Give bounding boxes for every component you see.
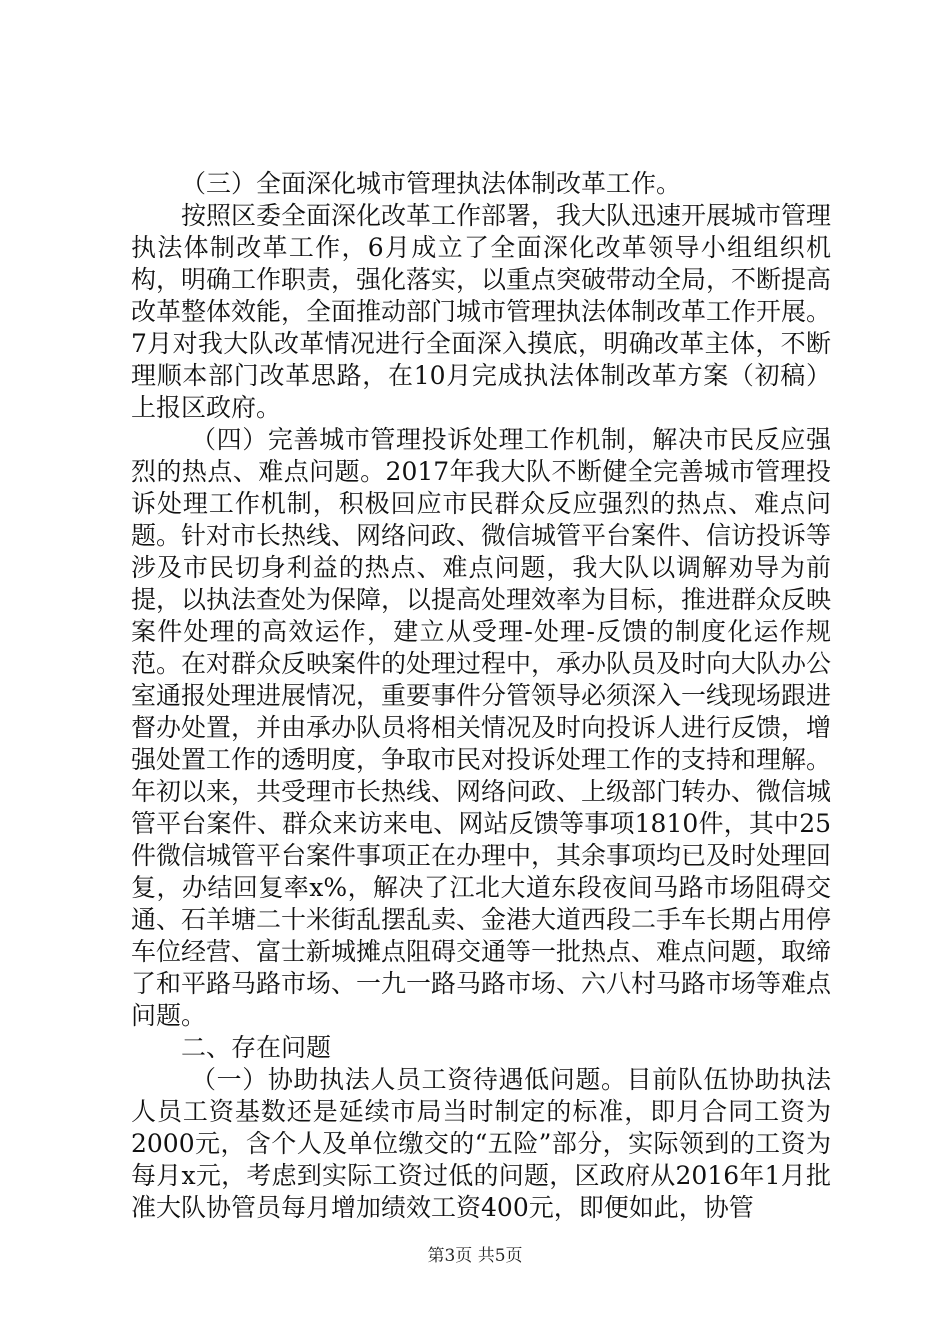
- section-3-heading: （三）全面深化城市管理执法体制改革工作。: [181, 169, 682, 198]
- section-3-paragraph: 按照区委全面深化改革工作部署，我大队迅速开展城市管理执法体制改革工作，6月成立了全面深化改革领导小组组织机构，明确工作职责，强化落实，以重点突破带动全局，不断提高改革整体效能，全面推动部门城市管理执法体制改革工作开展。7月对我大队改革情况进行全面深入摸底，明确改革主体，不断理顺本部门改革思路，在10月完成执法体制改革方案（初稿）上报区政府。: [131, 201, 832, 422]
- page-footer: 第3页 共5页: [427, 1246, 523, 1266]
- problem-1-paragraph: （一）协助执法人员工资待遇低问题。目前队伍协助执法人员工资基数还是延续市局当时制定的标准，即月合同工资为2000元，含个人及单位缴交的“五险”部分，实际领到的工资为每月x元，考虑到实际工资过低的问题，区政府从2016年1月批准大队协管员每月增加绩效工资400元，即便如此，协管: [131, 1065, 831, 1222]
- section-4-paragraph: （四）完善城市管理投诉处理工作机制，解决市民反应强烈的热点、难点问题。2017年我大队不断健全完善城市管理投诉处理工作机制，积极回应市民群众反应强烈的热点、难点问题。针对市长热线、网络问政、微信城管平台案件、信访投诉等涉及市民切身利益的热点、难点问题，我大队以调解劝导为前提，以执法查处为保障，以提高处理效率为目标，推进群众反映案件处理的高效运作，建立从受理-处理-反馈的制度化运作规范。在对群众反映案件的处理过程中，承办队员及时向大队办公室通报处理进展情况，重要事件分管领导必须深入一线现场跟进督办处置，并由承办队员将相关情况及时向投诉人进行反馈，增强处置工作的透明度，争取市民对投诉处理工作的支持和理解。年初以来，共受理市长热线、网络问政、上级部门转办、微信城管平台案件、群众来访来电、网站反馈等事项1810件，其中25件微信城管平台案件事项正在办理中，其余事项均已及时处理回复，办结回复率x%，解决了江北大道东段夜间马路市场阻碍交通、石羊塘二十米街乱摆乱卖、金港大道西段二手车长期占用停车位经营、富士新城摊点阻碍交通等一批热点、难点问题，取缔了和平路马路市场、一九一路马路市场、六八村马路市场等难点问题。: [131, 425, 832, 1030]
- document-body: [131, 168, 831, 1224]
- problems-heading: 二、存在问题: [181, 1033, 332, 1062]
